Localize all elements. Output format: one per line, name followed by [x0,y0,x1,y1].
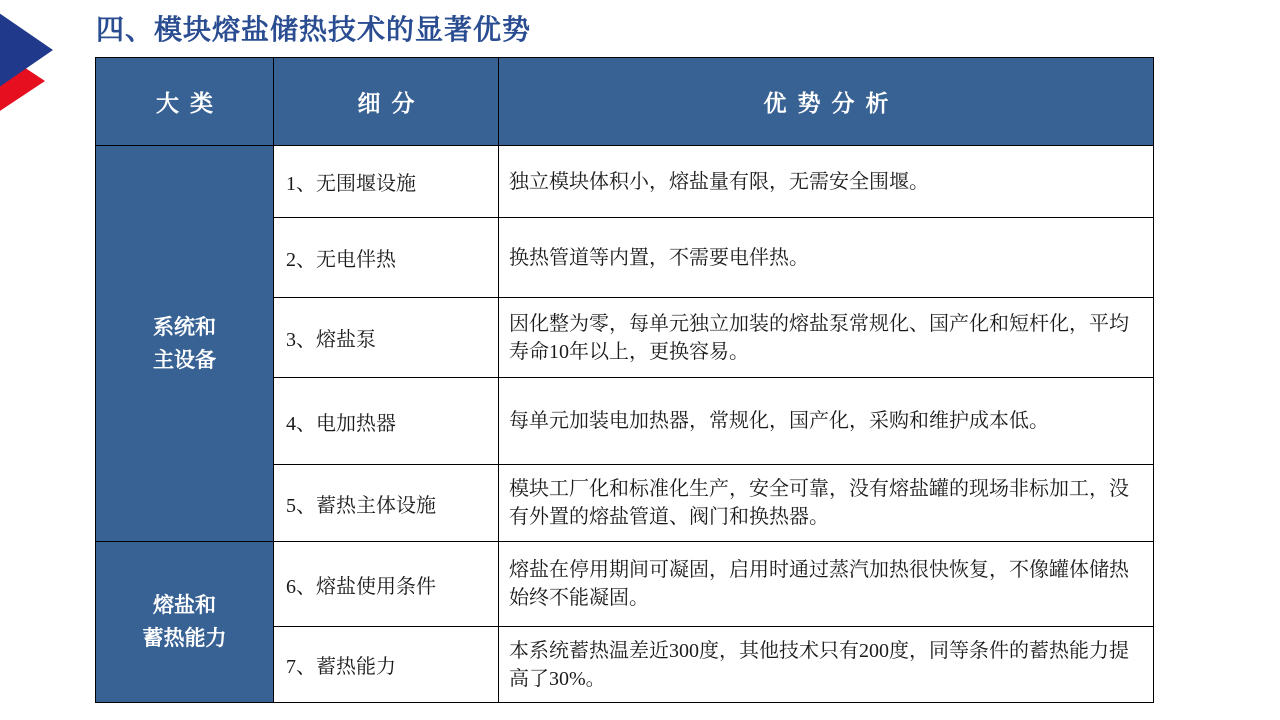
slide-title: 四、模块熔盐储热技术的显著优势 [96,15,532,46]
category-cell-system-equipment [96,146,274,542]
category-line: 熔盐和 [153,593,216,618]
table-row [96,542,1154,627]
analysis-cell: 本系统蓄热温差近300度，其他技术只有200度，同等条件的蓄热能力提高了30%。 [499,627,1154,703]
analysis-cell: 每单元加装电加热器，常规化，国产化，采购和维护成本低。 [499,378,1154,465]
header-category: 大类 [96,58,274,146]
subdivision-cell: 4、电加热器 [274,378,499,465]
subdivision-cell: 3、熔盐泵 [274,298,499,378]
header-subdivision: 细分 [274,58,499,146]
analysis-cell: 因化整为零，每单元独立加装的熔盐泵常规化、国产化和短杆化，平均寿命10年以上，更换容易。 [499,298,1154,378]
table-header-row [96,58,1154,146]
subdivision-cell: 6、熔盐使用条件 [274,542,499,627]
analysis-cell: 模块工厂化和标准化生产，安全可靠，没有熔盐罐的现场非标加工，没有外置的熔盐管道、阀门和换热器。 [499,465,1154,542]
table-row [96,146,1154,218]
category-line: 系统和 [153,314,216,339]
red-triangle-icon [0,28,45,134]
advantages-table [95,57,1154,703]
analysis-cell: 换热管道等内置，不需要电伴热。 [499,218,1154,298]
category-cell-moltensalt-capacity [96,542,274,703]
analysis-cell: 独立模块体积小，熔盐量有限，无需安全围堰。 [499,146,1154,218]
subdivision-cell: 2、无电伴热 [274,218,499,298]
analysis-cell: 熔盐在停用期间可凝固，启用时通过蒸汽加热很快恢复，不像罐体储热始终不能凝固。 [499,542,1154,627]
subdivision-cell: 1、无围堰设施 [274,146,499,218]
category-line: 主设备 [153,347,216,372]
blue-triangle-icon [0,0,53,105]
header-analysis: 优势分析 [499,58,1154,146]
subdivision-cell: 5、蓄热主体设施 [274,465,499,542]
subdivision-cell: 7、蓄热能力 [274,627,499,703]
category-line: 蓄热能力 [142,626,227,650]
